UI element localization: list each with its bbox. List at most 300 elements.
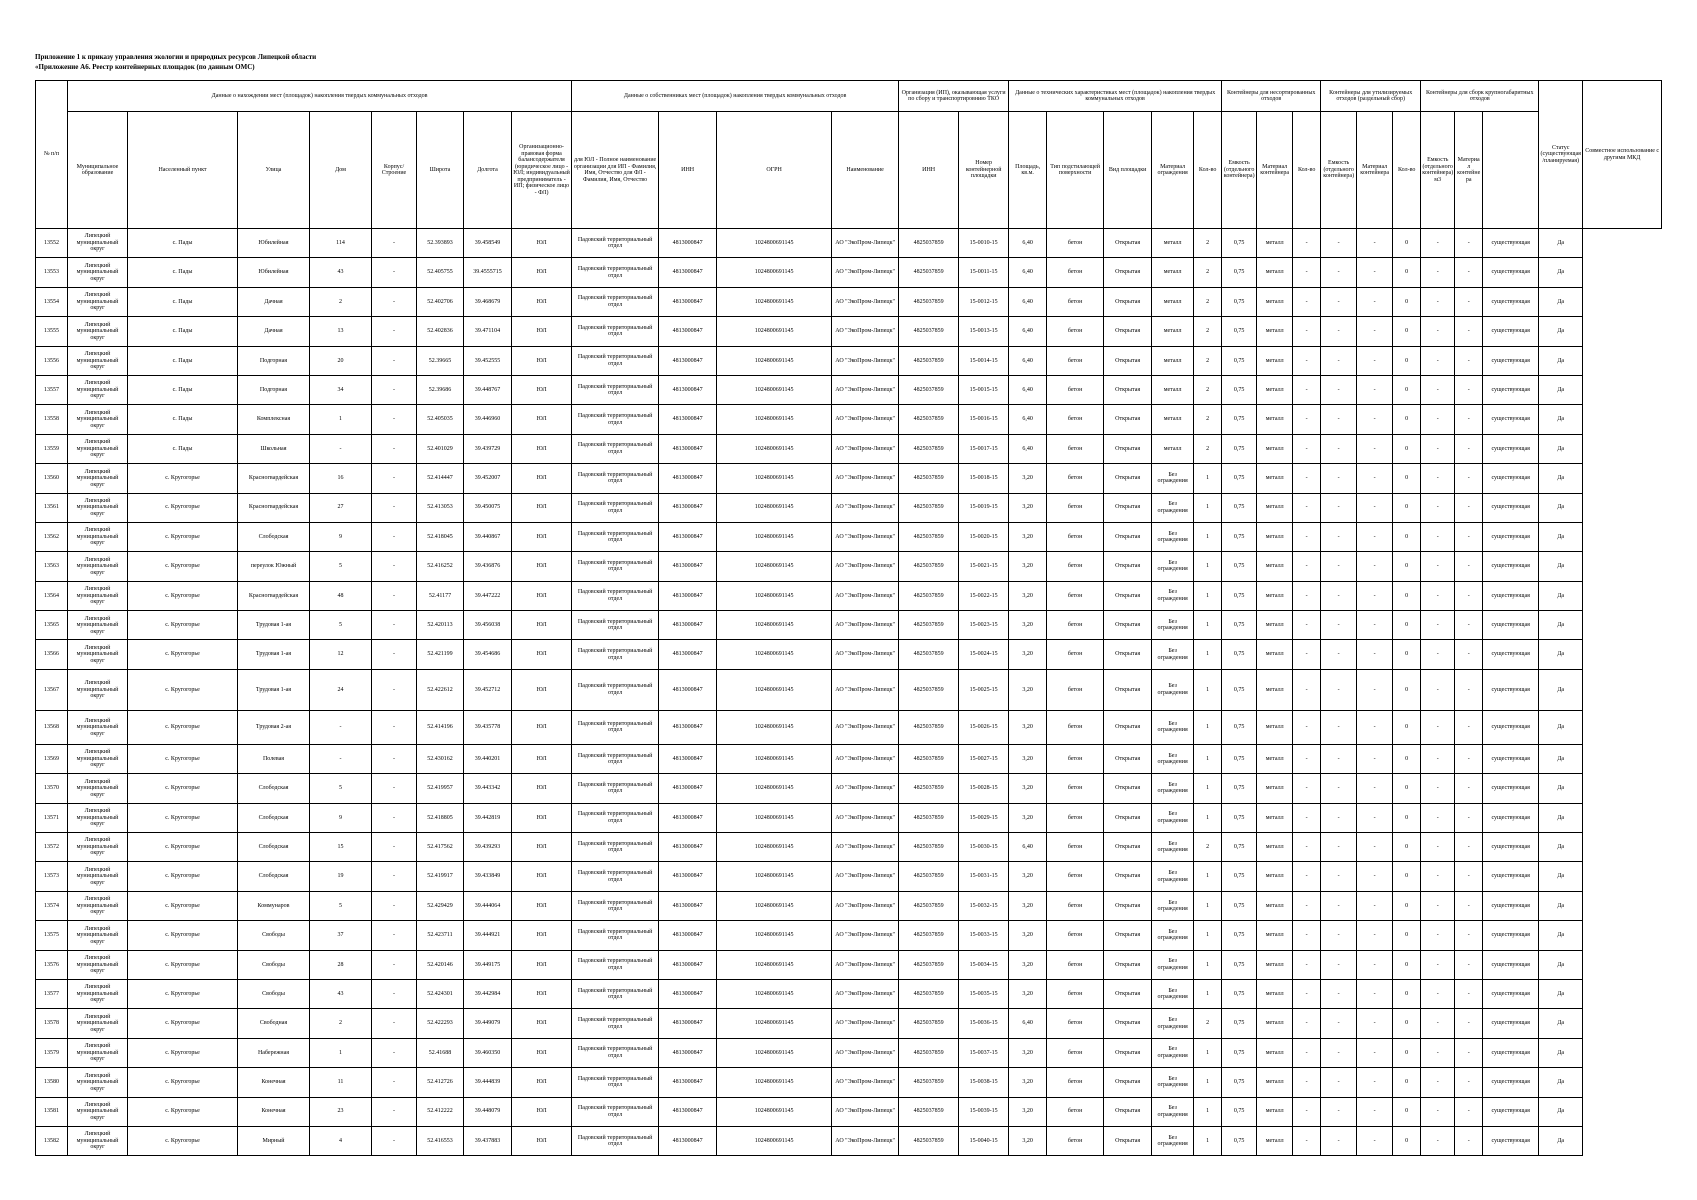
- table-cell: 0: [1393, 522, 1421, 551]
- table-cell: 4813000847: [659, 317, 717, 346]
- table-cell: -: [1357, 317, 1393, 346]
- table-cell: -: [372, 464, 417, 493]
- table-cell: АО "ЭкоПром-Липецк": [832, 1038, 899, 1067]
- table-cell: -: [1293, 581, 1321, 610]
- table-cell: 15-0013-15: [959, 317, 1009, 346]
- table-cell: 0: [1393, 287, 1421, 316]
- table-cell: 1024800691145: [717, 258, 832, 287]
- table-cell: -: [1357, 950, 1393, 979]
- table-cell: Да: [1539, 552, 1583, 581]
- table-cell: 6,40: [1009, 1009, 1047, 1038]
- table-cell: Свободы: [238, 979, 310, 1008]
- table-cell: Падовский территориальный отдел: [572, 979, 659, 1008]
- table-cell: 3,20: [1009, 611, 1047, 640]
- table-cell: 13566: [36, 640, 68, 669]
- table-cell: металл: [1257, 1009, 1293, 1038]
- col-header-operator-inn: ИНН: [899, 112, 959, 229]
- table-cell: 39.4555715: [464, 258, 512, 287]
- table-cell: Липецкий муниципальный округ: [68, 1009, 128, 1038]
- table-cell: 3,20: [1009, 803, 1047, 832]
- table-cell: 0,75: [1222, 1068, 1257, 1097]
- table-cell: -: [1321, 891, 1357, 920]
- table-cell: Липецкий муниципальный округ: [68, 581, 128, 610]
- table-cell: 4825037859: [899, 1097, 959, 1126]
- col-header-ogrn: ОГРН: [717, 112, 832, 229]
- table-cell: -: [1455, 405, 1483, 434]
- table-cell: с. Кругогорье: [128, 493, 238, 522]
- table-cell: 0: [1393, 346, 1421, 375]
- group-header-bulky-containers: Контейнеры для сборк крупногабаритных отходов: [1421, 81, 1539, 112]
- table-cell: 15-0031-15: [959, 862, 1009, 891]
- table-cell: Открытая: [1104, 464, 1152, 493]
- table-cell: 11: [310, 1068, 372, 1097]
- table-cell: 16: [310, 464, 372, 493]
- table-cell: -: [1421, 611, 1455, 640]
- table-cell: Липецкий муниципальный округ: [68, 774, 128, 803]
- table-cell: ЮЛ: [512, 950, 572, 979]
- table-cell: -: [1357, 640, 1393, 669]
- table-cell: 4813000847: [659, 464, 717, 493]
- col-header-num: № п/п: [36, 81, 68, 229]
- table-cell: металл: [1257, 803, 1293, 832]
- table-cell: АО "ЭкоПром-Липецк": [832, 833, 899, 862]
- table-cell: существующая: [1483, 950, 1539, 979]
- table-cell: -: [1421, 464, 1455, 493]
- table-cell: 1: [1194, 581, 1222, 610]
- table-cell: 15-0018-15: [959, 464, 1009, 493]
- table-cell: 1024800691145: [717, 950, 832, 979]
- table-cell: Падовский территориальный отдел: [572, 258, 659, 287]
- table-cell: -: [372, 552, 417, 581]
- table-cell: Да: [1539, 921, 1583, 950]
- table-cell: 52.422293: [417, 1009, 464, 1038]
- table-cell: Да: [1539, 464, 1583, 493]
- table-cell: Да: [1539, 405, 1583, 434]
- table-cell: ЮЛ: [512, 434, 572, 463]
- table-cell: 4813000847: [659, 375, 717, 404]
- table-cell: с. Кругогорье: [128, 979, 238, 1008]
- table-cell: Открытая: [1104, 669, 1152, 710]
- table-cell: 0: [1393, 640, 1421, 669]
- table-cell: 4: [310, 1126, 372, 1155]
- table-cell: Липецкий муниципальный округ: [68, 833, 128, 862]
- table-cell: существующая: [1483, 522, 1539, 551]
- table-cell: 15-0037-15: [959, 1038, 1009, 1067]
- table-cell: 3,20: [1009, 950, 1047, 979]
- table-cell: бетон: [1047, 921, 1104, 950]
- table-cell: 2: [1194, 1009, 1222, 1038]
- table-cell: существующая: [1483, 710, 1539, 744]
- table-cell: Падовский территориальный отдел: [572, 669, 659, 710]
- table-cell: 3,20: [1009, 774, 1047, 803]
- table-cell: 0: [1393, 464, 1421, 493]
- table-cell: ЮЛ: [512, 375, 572, 404]
- table-cell: 4813000847: [659, 862, 717, 891]
- table-cell: 13562: [36, 522, 68, 551]
- table-cell: бетон: [1047, 375, 1104, 404]
- table-cell: 4825037859: [899, 1038, 959, 1067]
- table-cell: АО "ЭкоПром-Липецк": [832, 891, 899, 920]
- table-cell: -: [1321, 921, 1357, 950]
- table-cell: Набережная: [238, 1038, 310, 1067]
- table-cell: Липецкий муниципальный округ: [68, 346, 128, 375]
- table-cell: 4813000847: [659, 1009, 717, 1038]
- table-cell: -: [1357, 1038, 1393, 1067]
- table-cell: -: [372, 891, 417, 920]
- table-cell: 13558: [36, 405, 68, 434]
- table-cell: Трудовая 1-ая: [238, 611, 310, 640]
- table-cell: Свободы: [238, 921, 310, 950]
- table-cell: 1024800691145: [717, 1126, 832, 1155]
- table-cell: 39.446960: [464, 405, 512, 434]
- table-cell: 4813000847: [659, 405, 717, 434]
- table-cell: с. Кругогорье: [128, 1097, 238, 1126]
- table-row: [36, 1097, 1662, 1126]
- table-cell: бетон: [1047, 522, 1104, 551]
- table-cell: 1: [1194, 669, 1222, 710]
- table-cell: ЮЛ: [512, 833, 572, 862]
- table-cell: Без ограждения: [1152, 833, 1194, 862]
- table-cell: 52.393893: [417, 229, 464, 258]
- table-cell: -: [1293, 611, 1321, 640]
- table-cell: 4825037859: [899, 522, 959, 551]
- table-cell: АО "ЭкоПром-Липецк": [832, 921, 899, 950]
- table-cell: 1024800691145: [717, 1097, 832, 1126]
- table-cell: Липецкий муниципальный округ: [68, 375, 128, 404]
- table-cell: с. Кругогорье: [128, 611, 238, 640]
- table-cell: -: [372, 774, 417, 803]
- table-cell: 4825037859: [899, 669, 959, 710]
- table-cell: -: [1455, 921, 1483, 950]
- table-cell: -: [1357, 774, 1393, 803]
- table-cell: Конечная: [238, 1097, 310, 1126]
- table-cell: -: [1293, 921, 1321, 950]
- table-cell: -: [1421, 1038, 1455, 1067]
- table-cell: -: [1293, 258, 1321, 287]
- table-cell: -: [1293, 287, 1321, 316]
- table-cell: Слободская: [238, 803, 310, 832]
- table-cell: -: [1357, 862, 1393, 891]
- table-cell: 6,40: [1009, 405, 1047, 434]
- table-cell: 15-0016-15: [959, 405, 1009, 434]
- table-cell: 0,75: [1222, 1126, 1257, 1155]
- col-header-owner-name: для ЮЛ - Полное наименование организации для ИП - Фамилия, Имя, Отчество для ФЛ - Фамилия, Имя, Отчество: [572, 112, 659, 229]
- table-cell: 0: [1393, 317, 1421, 346]
- table-cell: Да: [1539, 581, 1583, 610]
- table-cell: Открытая: [1104, 744, 1152, 773]
- table-cell: Открытая: [1104, 434, 1152, 463]
- table-cell: АО "ЭкоПром-Липецк": [832, 229, 899, 258]
- table-cell: 3,20: [1009, 1038, 1047, 1067]
- table-cell: 15-0011-15: [959, 258, 1009, 287]
- table-row: [36, 1126, 1662, 1155]
- table-cell: Падовский территориальный отдел: [572, 891, 659, 920]
- table-row: [36, 891, 1662, 920]
- table-cell: 43: [310, 979, 372, 1008]
- table-cell: 1: [1194, 1126, 1222, 1155]
- table-cell: 3,20: [1009, 552, 1047, 581]
- table-cell: Юбилейная: [238, 229, 310, 258]
- table-cell: -: [1293, 950, 1321, 979]
- table-cell: 39.468679: [464, 287, 512, 316]
- table-cell: 1024800691145: [717, 669, 832, 710]
- table-cell: 1: [1194, 710, 1222, 744]
- table-cell: Открытая: [1104, 287, 1152, 316]
- table-cell: Открытая: [1104, 346, 1152, 375]
- table-cell: -: [1455, 774, 1483, 803]
- table-cell: -: [1321, 774, 1357, 803]
- table-cell: АО "ЭкоПром-Липецк": [832, 434, 899, 463]
- table-cell: 39.452555: [464, 346, 512, 375]
- table-cell: -: [1293, 405, 1321, 434]
- col-header-site-number: Номер контейнерной площадки: [959, 112, 1009, 229]
- table-cell: металл: [1257, 862, 1293, 891]
- table-cell: Открытая: [1104, 1068, 1152, 1097]
- table-cell: -: [1357, 493, 1393, 522]
- table-cell: 4813000847: [659, 1097, 717, 1126]
- table-cell: АО "ЭкоПром-Липецк": [832, 950, 899, 979]
- table-cell: -: [372, 862, 417, 891]
- table-row: [36, 1068, 1662, 1097]
- table-cell: 15-0036-15: [959, 1009, 1009, 1038]
- table-cell: 0,75: [1222, 640, 1257, 669]
- table-cell: Трудовая 2-ая: [238, 710, 310, 744]
- table-cell: существующая: [1483, 921, 1539, 950]
- table-cell: 13582: [36, 1126, 68, 1155]
- table-cell: с. Кругогорье: [128, 552, 238, 581]
- table-cell: с. Кругогорье: [128, 774, 238, 803]
- table-cell: -: [1421, 1097, 1455, 1126]
- table-cell: -: [372, 611, 417, 640]
- table-cell: металл: [1152, 346, 1194, 375]
- table-cell: 0,75: [1222, 258, 1257, 287]
- table-cell: 1024800691145: [717, 464, 832, 493]
- table-cell: -: [1421, 950, 1455, 979]
- table-cell: 39.448079: [464, 1097, 512, 1126]
- table-cell: 1: [1194, 464, 1222, 493]
- table-cell: Да: [1539, 258, 1583, 287]
- col-header-mixed-capacity: Емкость (отдельного контейнера): [1222, 112, 1257, 229]
- table-cell: 15-0028-15: [959, 774, 1009, 803]
- table-cell: 39.448767: [464, 375, 512, 404]
- table-cell: металл: [1257, 405, 1293, 434]
- table-cell: переулок Южный: [238, 552, 310, 581]
- table-cell: Падовский территориальный отдел: [572, 405, 659, 434]
- table-cell: Без ограждения: [1152, 891, 1194, 920]
- table-cell: -: [1293, 891, 1321, 920]
- table-cell: бетон: [1047, 710, 1104, 744]
- table-cell: 39.442984: [464, 979, 512, 1008]
- table-cell: металл: [1152, 375, 1194, 404]
- table-cell: 4825037859: [899, 611, 959, 640]
- table-row: [36, 552, 1662, 581]
- table-cell: 2: [1194, 287, 1222, 316]
- table-cell: Подгорная: [238, 346, 310, 375]
- title-line-2: «Приложение А6. Реестр контейнерных площадок (по данным ОМС): [35, 63, 255, 71]
- col-header-bulky-capacity: Емкость (отдельного контейнера) м3: [1421, 112, 1455, 229]
- table-cell: -: [1293, 317, 1321, 346]
- table-cell: 13567: [36, 669, 68, 710]
- table-cell: 52.402706: [417, 287, 464, 316]
- table-cell: Падовский территориальный отдел: [572, 464, 659, 493]
- table-cell: 13573: [36, 862, 68, 891]
- table-cell: 2: [310, 287, 372, 316]
- table-cell: 39.443342: [464, 774, 512, 803]
- table-cell: ЮЛ: [512, 921, 572, 950]
- table-cell: 0: [1393, 229, 1421, 258]
- table-cell: АО "ЭкоПром-Липецк": [832, 464, 899, 493]
- table-cell: ЮЛ: [512, 229, 572, 258]
- table-cell: 0: [1393, 434, 1421, 463]
- table-row: [36, 744, 1662, 773]
- table-cell: АО "ЭкоПром-Липецк": [832, 493, 899, 522]
- table-cell: Да: [1539, 1097, 1583, 1126]
- table-cell: -: [1357, 405, 1393, 434]
- table-cell: Да: [1539, 434, 1583, 463]
- table-cell: Без ограждения: [1152, 581, 1194, 610]
- table-cell: Да: [1539, 862, 1583, 891]
- table-row: [36, 346, 1662, 375]
- table-cell: 52.39665: [417, 346, 464, 375]
- table-cell: АО "ЭкоПром-Липецк": [832, 522, 899, 551]
- table-cell: -: [1421, 640, 1455, 669]
- table-cell: -: [1357, 1097, 1393, 1126]
- table-cell: Липецкий муниципальный округ: [68, 1126, 128, 1155]
- table-cell: 13560: [36, 464, 68, 493]
- table-cell: Без ограждения: [1152, 803, 1194, 832]
- table-cell: -: [1421, 744, 1455, 773]
- table-cell: 0,75: [1222, 552, 1257, 581]
- table-cell: существующая: [1483, 317, 1539, 346]
- table-cell: 1024800691145: [717, 774, 832, 803]
- table-cell: 13568: [36, 710, 68, 744]
- table-cell: с. Кругогорье: [128, 891, 238, 920]
- table-cell: 13564: [36, 581, 68, 610]
- table-row: [36, 464, 1662, 493]
- table-cell: 3,20: [1009, 581, 1047, 610]
- table-cell: 4825037859: [899, 1126, 959, 1155]
- table-cell: -: [1357, 229, 1393, 258]
- table-cell: -: [1421, 669, 1455, 710]
- table-cell: 15-0029-15: [959, 803, 1009, 832]
- table-cell: -: [1421, 258, 1455, 287]
- table-cell: 15-0032-15: [959, 891, 1009, 920]
- table-cell: 52.41688: [417, 1038, 464, 1067]
- table-cell: металл: [1257, 611, 1293, 640]
- table-cell: 39.458549: [464, 229, 512, 258]
- table-cell: 4825037859: [899, 833, 959, 862]
- table-cell: Без ограждения: [1152, 611, 1194, 640]
- table-cell: 0,75: [1222, 317, 1257, 346]
- table-cell: 4813000847: [659, 710, 717, 744]
- table-cell: АО "ЭкоПром-Липецк": [832, 552, 899, 581]
- table-cell: Да: [1539, 1068, 1583, 1097]
- table-cell: Без ограждения: [1152, 710, 1194, 744]
- table-cell: металл: [1257, 1038, 1293, 1067]
- table-cell: Дачная: [238, 287, 310, 316]
- table-cell: Без ограждения: [1152, 1009, 1194, 1038]
- table-cell: -: [1357, 921, 1393, 950]
- group-header-owners: Данные о собственниках мест (площадок) накопления твердых коммунальных отходов: [572, 81, 899, 112]
- table-cell: 15-0022-15: [959, 581, 1009, 610]
- table-cell: ЮЛ: [512, 405, 572, 434]
- table-cell: 4825037859: [899, 229, 959, 258]
- table-cell: 4825037859: [899, 950, 959, 979]
- group-header-operator: Организация (ИП), оказывающая услуги по сбору и транспортировнию ТКО: [899, 81, 1009, 112]
- table-cell: 13: [310, 317, 372, 346]
- table-cell: -: [1357, 979, 1393, 1008]
- table-cell: с. Кругогорье: [128, 1126, 238, 1155]
- table-cell: 1024800691145: [717, 552, 832, 581]
- table-cell: -: [1293, 1068, 1321, 1097]
- table-cell: 1024800691145: [717, 317, 832, 346]
- table-cell: Конечная: [238, 1068, 310, 1097]
- table-cell: 5: [310, 774, 372, 803]
- table-cell: Без ограждения: [1152, 669, 1194, 710]
- table-cell: 1: [1194, 862, 1222, 891]
- table-cell: ЮЛ: [512, 1126, 572, 1155]
- table-cell: металл: [1257, 464, 1293, 493]
- table-cell: 4813000847: [659, 979, 717, 1008]
- table-cell: существующая: [1483, 229, 1539, 258]
- table-cell: металл: [1152, 229, 1194, 258]
- table-cell: Падовский территориальный отдел: [572, 552, 659, 581]
- table-cell: Слободская: [238, 833, 310, 862]
- table-cell: 3,20: [1009, 640, 1047, 669]
- col-header-recyclable-capacity: Емкость (отдельного контейнера): [1321, 112, 1357, 229]
- table-cell: -: [310, 434, 372, 463]
- table-cell: Открытая: [1104, 552, 1152, 581]
- table-cell: 1024800691145: [717, 979, 832, 1008]
- table-cell: Липецкий муниципальный округ: [68, 434, 128, 463]
- table-cell: 4825037859: [899, 744, 959, 773]
- table-cell: Падовский территориальный отдел: [572, 921, 659, 950]
- table-row: [36, 287, 1662, 316]
- table-cell: Падовский территориальный отдел: [572, 862, 659, 891]
- table-cell: с. Кругогорье: [128, 464, 238, 493]
- table-cell: -: [372, 669, 417, 710]
- table-cell: 1024800691145: [717, 493, 832, 522]
- table-cell: 13576: [36, 950, 68, 979]
- table-cell: -: [1455, 1068, 1483, 1097]
- table-cell: с. Кругогорье: [128, 921, 238, 950]
- table-cell: 13556: [36, 346, 68, 375]
- table-cell: 4825037859: [899, 891, 959, 920]
- table-cell: -: [1455, 862, 1483, 891]
- table-cell: АО "ЭкоПром-Липецк": [832, 862, 899, 891]
- table-cell: 13569: [36, 744, 68, 773]
- table-cell: -: [372, 950, 417, 979]
- table-cell: 3,20: [1009, 522, 1047, 551]
- group-header-recyclable-containers: Контейнеры для утилизируемых отходов (раздельный сбор): [1321, 81, 1421, 112]
- table-cell: Липецкий муниципальный округ: [68, 611, 128, 640]
- table-cell: 52.423711: [417, 921, 464, 950]
- table-cell: -: [1357, 611, 1393, 640]
- table-row: [36, 1009, 1662, 1038]
- table-cell: Липецкий муниципальный округ: [68, 317, 128, 346]
- table-cell: бетон: [1047, 744, 1104, 773]
- table-cell: 13561: [36, 493, 68, 522]
- table-cell: Да: [1539, 950, 1583, 979]
- table-cell: 4813000847: [659, 803, 717, 832]
- table-cell: 1: [1194, 979, 1222, 1008]
- table-cell: ЮЛ: [512, 862, 572, 891]
- table-cell: -: [1321, 611, 1357, 640]
- table-cell: Открытая: [1104, 581, 1152, 610]
- table-cell: существующая: [1483, 287, 1539, 316]
- table-cell: Да: [1539, 1009, 1583, 1038]
- table-cell: существующая: [1483, 833, 1539, 862]
